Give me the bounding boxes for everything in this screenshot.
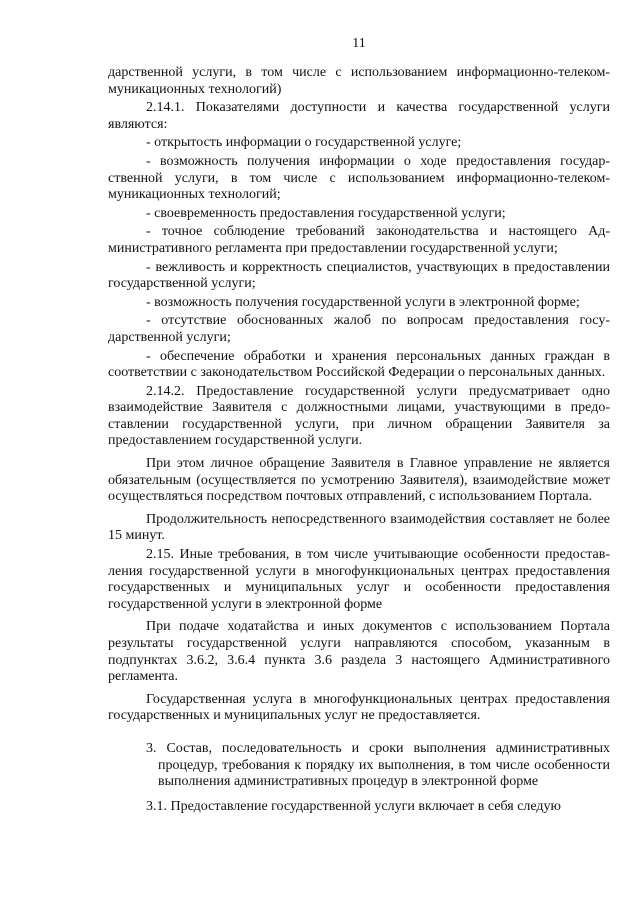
list-item-timeliness: - своевременность предоставления государственной услуги; (146, 205, 506, 221)
paragraph-mfc: Государственная услуга в многофункциональных центрах предоставления государственных и муниципальных услуг не предоставляется. (108, 691, 610, 724)
list-item-openness: - открытость информации о государственной услуге; (146, 135, 462, 151)
list-item-politeness: - вежливость и корректность специалистов, участвующих в предоставлении государственной услуги; (108, 259, 610, 292)
page-number: 11 (352, 36, 366, 51)
list-item-no-complaints: - отсутствие обоснованных жалоб по вопросам предоставления государственной услуги; (108, 313, 610, 345)
document-body (108, 65, 610, 817)
paragraph-2-14-2: 2.14.2. Предоставление государственной услуги предусматривает одно взаимодействие Заявителя с должностными лицами, участвующими в предоставлении государственной услуги, при личном обращении Заявителя за предоставлением государственной услуги. (108, 383, 610, 449)
paragraph-3-1: 3.1. Предоставление государственной услуги включает в себя следую (146, 798, 562, 814)
list-item-compliance: - точное соблюдение требований законодательства и настоящего Административного регламента при предоставлении государственной услуги; (108, 224, 610, 256)
paragraph-portal-results: При подаче ходатайства и иных документов с использованием Портала результаты государственной услуги направляются способом, указанным в подпунктах 3.6.2, 3.6.4 пункта 3.6 раздела 3 настоящего Административного регламента. (108, 619, 610, 685)
paragraph-2-14-1: 2.14.1. Показателями доступности и качества государственной услуги являются: (108, 100, 610, 132)
section-3-heading: 3. Состав, последовательность и сроки выполнения административных процедур, требования к порядку их выполнения, в том числе особенности выполнения административных процедур в электронной форме (146, 740, 610, 790)
paragraph-2-15: 2.15. Иные требования, в том числе учитывающие особенности предоставления государственной услуги в многофункциональных центрах предоставления государственных и муниципальных услуг и особенности предоставления государственной услуги в электронной форме (108, 547, 610, 612)
list-item-progress-info: - возможность получения информации о ходе предоставления государственной услуги, в том числе с использованием информационно-телекоммуникационных технологий; (108, 153, 610, 203)
list-item-personal-data: - обеспечение обработки и хранения персональных данных граждан в соответствии с законодательством Российской Федерации о персональных данных. (108, 348, 610, 381)
paragraph-duration: Продолжительность непосредственного взаимодействия составляет не более 15 минут. (108, 511, 610, 544)
list-item-electronic-form: - возможность получения государственной услуги в электронной форме; (146, 294, 580, 310)
paragraph-personal-visit: При этом личное обращение Заявителя в Главное управление не является обязательным (осуществляется по усмотрению Заявителя), взаимодействие может осуществляться посредством почтовых отправлений, с использованием Портала. (108, 456, 610, 505)
paragraph-continuation: дарственной услуги, в том числе с использованием информационно-телекоммуникационных технологий) (108, 65, 610, 97)
